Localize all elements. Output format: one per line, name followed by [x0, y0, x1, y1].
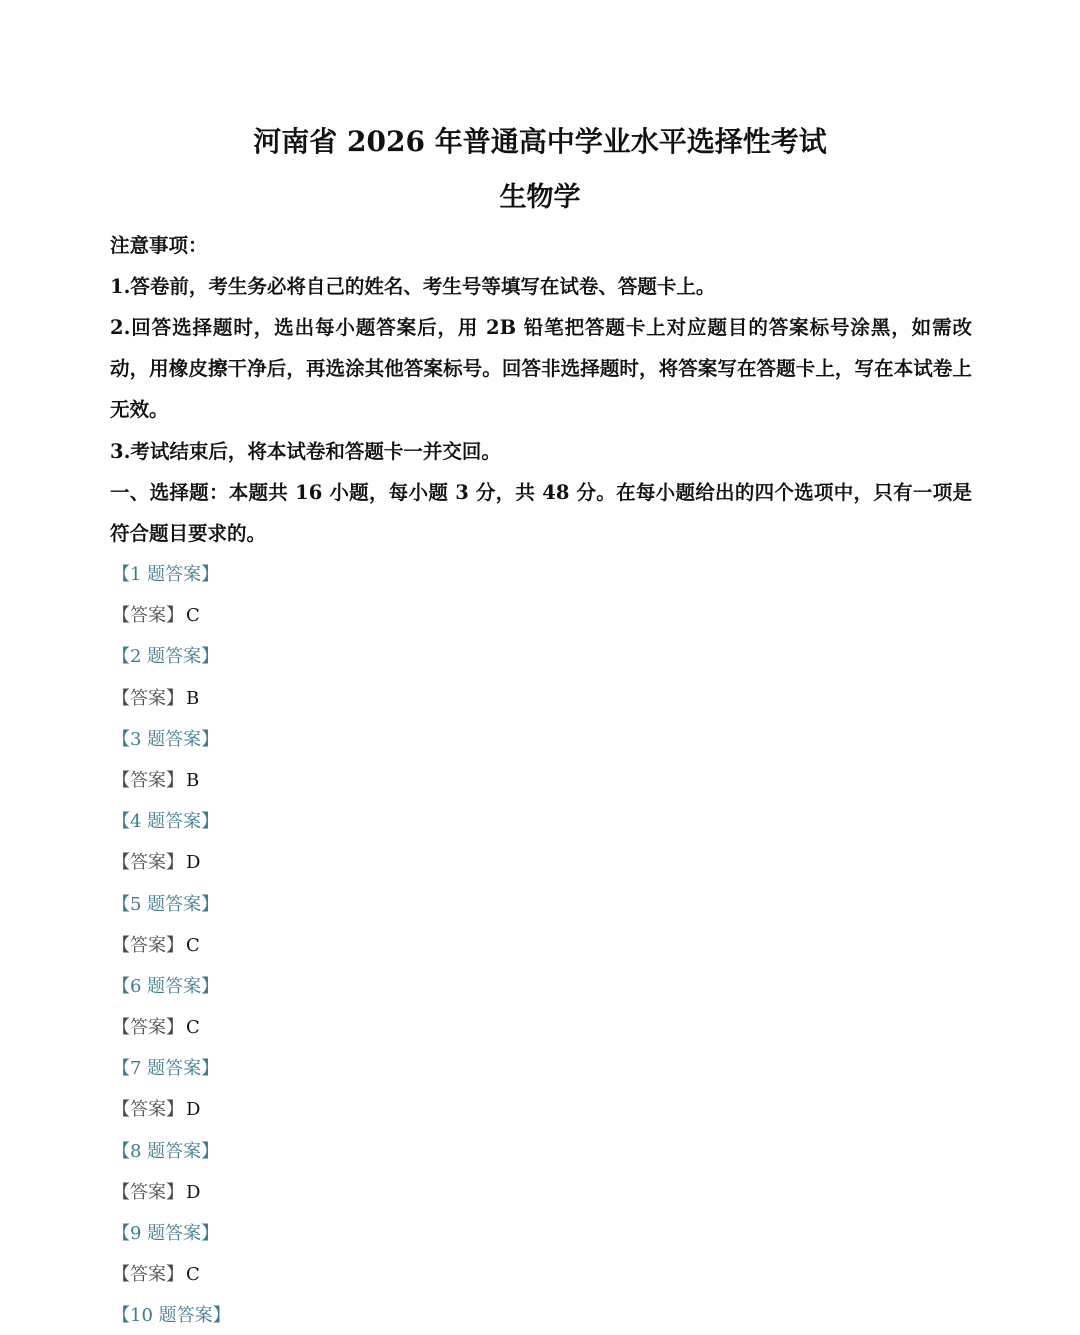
- answer-value: D: [186, 1181, 201, 1203]
- answer-value: D: [186, 1099, 201, 1121]
- answer-line: 【答案】 C: [112, 1017, 200, 1039]
- question-label: 【9 题答案】: [112, 1223, 220, 1244]
- answer-line: 【答案】 D: [112, 852, 201, 874]
- subject-title: 生物学: [499, 182, 581, 213]
- answer-value: C: [186, 605, 200, 627]
- question-label: 【1 题答案】: [112, 564, 220, 585]
- answer-value: C: [186, 934, 200, 956]
- answer-value: C: [186, 1264, 200, 1286]
- answer-line: 【答案】 C: [112, 1264, 200, 1286]
- notice-item-2: 2.回答选择题时，选出每小题答案后，用 2B 铅笔把答题卡上对应题目的答案标号涂黑，如需改动，用橡皮擦干净后，再选涂其他答案标号。回答非选择题时，将答案写在答题卡上，写在本试卷上无效。: [110, 316, 972, 421]
- answer-line: 【答案】 D: [112, 1181, 201, 1203]
- question-label: 【5 题答案】: [112, 893, 220, 915]
- answer-value: C: [186, 1017, 200, 1039]
- answer-value: D: [186, 852, 201, 874]
- answer-line: 【答案】 C: [112, 605, 200, 627]
- answer-line: 【答案】 D: [112, 1099, 201, 1121]
- exam-title: 河南省 2026 年普通高中学业水平选择性考试: [253, 125, 827, 158]
- question-label: 【10 题答案】: [112, 1305, 231, 1327]
- question-label: 【2 题答案】: [112, 646, 220, 668]
- notice-item-3: 3.考试结束后，将本试卷和答题卡一并交回。: [110, 440, 501, 463]
- question-label: 【6 题答案】: [112, 975, 220, 997]
- answer-line: 【答案】 C: [112, 934, 200, 956]
- notice-heading: 注意事项：: [110, 234, 208, 257]
- answer-line: 【答案】 B: [112, 769, 200, 791]
- answer-line: 【答案】 B: [112, 687, 200, 709]
- question-label: 【3 题答案】: [112, 728, 220, 750]
- question-label: 【7 题答案】: [112, 1058, 220, 1080]
- question-label: 【4 题答案】: [112, 811, 220, 833]
- answer-value: B: [186, 769, 200, 791]
- answer-value: B: [186, 687, 200, 709]
- question-label: 【8 题答案】: [112, 1140, 220, 1162]
- answer-list: [112, 554, 712, 1335]
- notice-item-1: 1.答卷前，考生务必将自己的姓名、考生号等填写在试卷、答题卡上。: [110, 275, 716, 298]
- section-heading: 一、选择题：本题共 16 小题，每小题 3 分，共 48 分。在每小题给出的四个选项中，只有一项是符合题目要求的。: [110, 481, 972, 545]
